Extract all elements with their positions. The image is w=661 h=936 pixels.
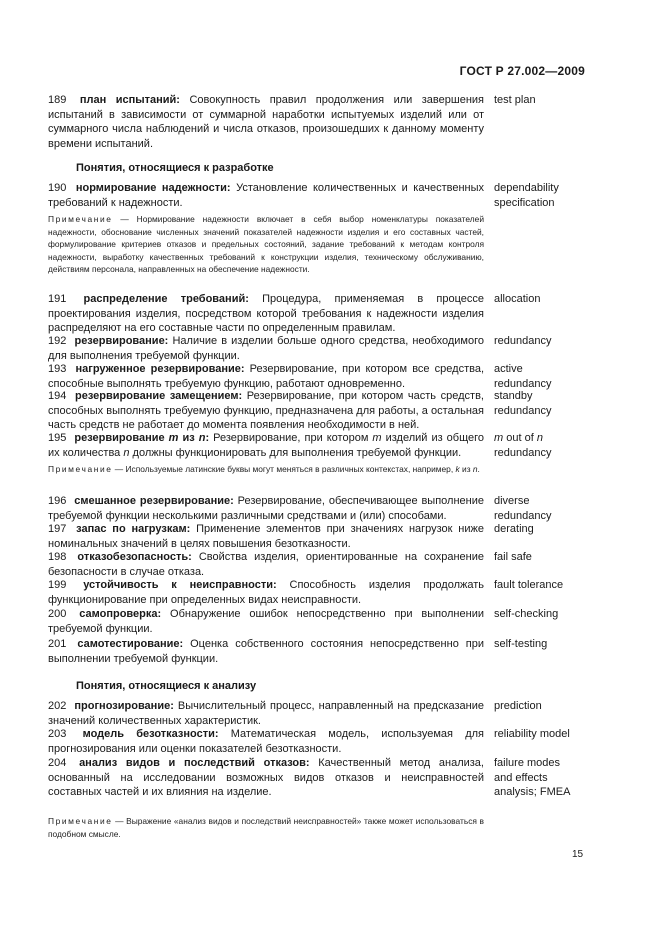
term-number: 193 [48,363,67,375]
term-definition: Резервирование, при котором все средства, способные выполнять требуемую функцию, работают одновременно. [48,363,485,390]
term-number: 190 [48,182,67,194]
term-name: смешанное резервирование: [74,495,234,507]
term-number: 189 [48,94,67,106]
page-number: 15 [572,849,584,860]
section-heading-analysis: Понятия, относящиеся к анализу [76,680,257,692]
term-definition: Оценка собственного состояния непосредственно при выполнении требуемой функции. [48,638,485,665]
term-number: 198 [48,551,67,563]
term-entry-203 [48,727,484,756]
term-entry-195 [48,431,484,460]
term-definition: Установление количественных и качественных требований к надежности. [48,182,484,209]
term-definition: Применение элементов при значениях нагрузок ниже номинальных значений в целях повышения безотказности. [48,523,484,550]
term-number: 204 [48,757,67,769]
term-number: 203 [48,728,67,740]
term-name: отказобезопасность: [77,551,192,563]
term-english-196: diverse redundancy [494,495,552,522]
term-name: нормирование надежности: [75,182,231,194]
term-english-189: test plan [494,94,536,106]
term-definition: Обнаружение ошибок непосредственно при выполнении требуемой функции. [48,608,484,635]
term-name: резервирование m из n: [74,432,210,444]
term-entry-199 [48,578,484,607]
term-entry-189 [48,93,484,151]
term-entry-192 [48,334,484,363]
term-number: 197 [48,523,67,535]
term-entry-200 [48,607,484,636]
note-text: Выражение «анализ видов и последствий неисправностей» также может использоваться в подобном смысле. [48,816,485,839]
term-name: распределение требований: [83,293,249,305]
term-entry-196 [48,494,484,523]
term-name: модель безотказности: [82,728,219,740]
term-number: 196 [48,495,67,507]
term-english-195: m out of n redundancy [494,432,552,459]
term-entry-202 [48,699,484,728]
note-label: Примечание [48,464,113,474]
term-entry-190 [48,181,484,210]
term-name: анализ видов и последствий отказов: [79,757,310,769]
term-number: 201 [48,638,67,650]
note-label: Примечание [48,816,113,826]
term-number: 192 [48,335,67,347]
term-entry-191 [48,292,484,336]
term-name: план испытаний: [79,94,180,106]
note-190: Примечание — Нормирование надежности включает в себя выбор номенклатуры показателей надежности, обоснование численных значений показателей надежности изделия и его составных частей, формулирование критериев отказов и предельных состояний, задание требований к методам контроля надежности, выработку качественных требований к конструкции изделия, техническому обслуживанию, действиям персонала, направленных на обеспечение надежности. [48,214,484,275]
note-204: Примечание — Выражение «анализ видов и последствий неисправностей» также может использоваться в подобном смысле. [48,816,485,839]
term-number: 202 [48,700,67,712]
term-english-203: reliability model [494,728,570,740]
term-definition: Вычислительный процесс, направленный на предсказание значений количественных характеристик. [48,700,484,727]
section-heading-development: Понятия, относящиеся к разработке [76,162,274,174]
term-definition: Резервирование, при котором m изделий из общего их количества n должны функционировать для выполнения требуемой функции. [48,432,485,459]
document-code: ГОСТ Р 27.002—2009 [459,64,585,78]
term-english-190: dependability specification [494,182,559,209]
term-english-191: allocation [494,293,541,305]
term-definition: Резервирование, при котором часть средств, способных выполнять требуемую функцию, предназначена для работы, а остальная часть средств не работает до момента появления необходимости в ней. [48,390,484,432]
term-name: самотестирование: [77,638,184,650]
term-number: 194 [48,390,67,402]
term-definition: Качественный метод анализа, основанный на исследовании возможных видов отказов и неисправностей составных частей и их влияния на изделие. [48,757,484,799]
term-definition: Резервирование, обеспечивающее выполнение требуемой функции несколькими различными средствами и (или) способами. [48,495,484,522]
term-name: устойчивость к неисправности: [83,579,277,591]
term-number: 199 [48,579,67,591]
term-name: резервирование: [74,335,169,347]
term-name: прогнозирование: [74,700,174,712]
term-entry-194 [48,389,484,433]
term-number: 200 [48,608,67,620]
term-entry-201 [48,637,484,666]
term-english-192: redundancy [494,335,552,347]
term-definition: Наличие в изделии больше одного средства, необходимого для выполнения требуемой функции. [48,335,484,362]
term-name: запас по нагрузкам: [76,523,191,535]
term-entry-204 [48,756,484,800]
term-entry-193 [48,362,484,391]
term-entry-197 [48,522,484,551]
term-english-197: derating [494,523,534,535]
note-195: Примечание — Используемые латинские буквы могут меняться в различных контекстах, например, k из n. [48,464,480,474]
term-name: самопроверка: [79,608,162,620]
term-definition: Процедура, применяемая в процессе проектирования изделия, посредством которой требования к надежности изделия распределяют на его составные части по определенным правилам. [48,293,484,335]
term-english-194: standby redundancy [494,390,552,417]
note-label: Примечание [48,214,113,224]
term-number: 195 [48,432,67,444]
term-definition: Совокупность правил продолжения или завершения испытаний в зависимости от суммарной наработки испытуемых изделий или от суммарного числа наблюдений и числа отказов, произошедших к данному моменту времени испытаний. [48,94,484,150]
term-english-199: fault tolerance [494,579,564,591]
term-definition: Математическая модель, используемая для прогнозирования или оценки показателей безотказности. [48,728,484,755]
term-definition: Свойства изделия, ориентированные на сохранение безопасности в случае отказа. [48,551,485,578]
term-english-202: prediction [494,700,542,712]
term-number: 191 [48,293,67,305]
term-name: резервирование замещением: [75,390,243,402]
term-english-200: self-checking [494,608,559,620]
term-name: нагруженное резервирование: [75,363,245,375]
term-english-201: self-testing [494,638,548,650]
term-definition: Способность изделия продолжать функционирование при определенных видах неисправности. [48,579,484,606]
term-english-193: active redundancy [494,363,552,390]
note-text: Используемые латинские буквы могут меняться в различных контекстах, например, k из n. [125,464,480,474]
term-entry-198 [48,550,484,579]
note-text: Нормирование надежности включает в себя выбор номенклатуры показателей надежности, обоснование численных значений показателей надежности изделия и его составных частей, формулирование критериев отказов и предельных состояний, задание требований к методам контроля надежности, выработку качественных требований к конструкции изделия, техническому обслуживанию, действиям персонала, направленных на обеспечение надежности. [48,214,484,275]
term-english-204: failure modes and effects analysis; FMEA [494,757,571,799]
term-english-198: fail safe [494,551,532,563]
